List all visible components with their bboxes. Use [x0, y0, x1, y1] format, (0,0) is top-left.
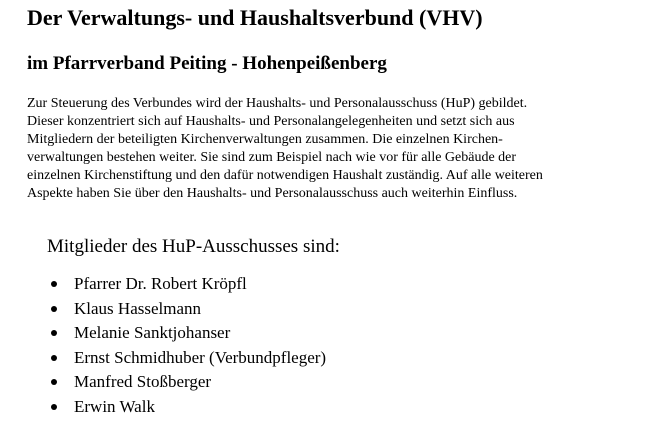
- member-name: Klaus Hasselmann: [74, 298, 202, 318]
- intro-line: Mitgliedern der beteiligten Kirchenverwaltungen zusammen. Die einzelnen Kirchen-: [27, 132, 503, 147]
- bullet-icon: [51, 306, 57, 312]
- intro-line: Dieser konzentriert sich auf Haushalts- und Personalangelegenheiten und setzt sich aus: [27, 114, 515, 129]
- intro-line: Aspekte haben Sie über den Haushalts- und Personalausschuss auch weiterhin Einfluss.: [27, 186, 518, 201]
- document-title: Der Verwaltungs- und Haushaltsverbund (VHV): [27, 5, 483, 30]
- bullet-icon: [51, 355, 57, 361]
- member-name: Ernst Schmidhuber (Verbundpfleger): [74, 347, 327, 367]
- member-name: Erwin Walk: [74, 396, 155, 416]
- bullet-icon: [51, 281, 57, 287]
- bullet-icon: [51, 404, 57, 410]
- intro-line: Zur Steuerung des Verbundes wird der Haushalts- und Personalausschuss (HuP) gebildet.: [27, 96, 528, 111]
- intro-line: verwaltungen bestehen weiter. Sie sind zum Beispiel nach wie vor für alle Gebäude der: [27, 150, 517, 165]
- members-heading: Mitglieder des HuP-Ausschusses sind:: [47, 236, 340, 257]
- document-subtitle: im Pfarrverband Peiting - Hohenpeißenberg: [27, 53, 387, 74]
- intro-line: einzelnen Kirchenstiftung und den dafür notwendigen Haushalt zuständig. Auf alle weiteren: [27, 168, 543, 183]
- intro-paragraph: [27, 95, 637, 203]
- member-name: Pfarrer Dr. Robert Kröpfl: [74, 274, 247, 293]
- bullet-icon: [51, 379, 57, 385]
- bullet-icon: [51, 330, 57, 336]
- member-name: Manfred Stoßberger: [74, 372, 212, 391]
- member-name: Melanie Sanktjohanser: [74, 323, 231, 342]
